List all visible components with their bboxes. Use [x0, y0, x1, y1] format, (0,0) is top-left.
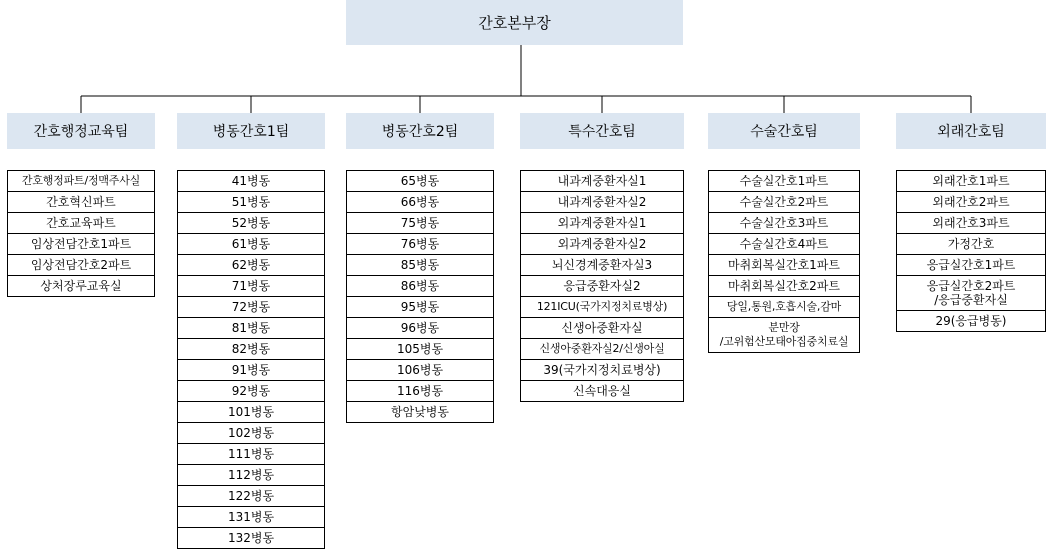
team-ward2-list — [346, 170, 494, 423]
list-item: 52병동 — [177, 213, 325, 234]
list-item: 61병동 — [177, 234, 325, 255]
list-item: 72병동 — [177, 297, 325, 318]
list-item: 신생아중환자실2/신생아실 — [520, 339, 684, 360]
list-item: 상처장루교육실 — [7, 276, 155, 297]
list-item: 62병동 — [177, 255, 325, 276]
list-item: 내과계중환자실2 — [520, 192, 684, 213]
list-item: 29(응급병동) — [896, 311, 1046, 332]
list-item: 101병동 — [177, 402, 325, 423]
list-item: 내과계중환자실1 — [520, 171, 684, 192]
list-item: 105병동 — [346, 339, 494, 360]
list-item: 96병동 — [346, 318, 494, 339]
list-item: 106병동 — [346, 360, 494, 381]
list-item: 95병동 — [346, 297, 494, 318]
team-outpatient-header: 외래간호팀 — [896, 113, 1046, 149]
list-item: 75병동 — [346, 213, 494, 234]
list-item: 분만장 /고위험산모태아집중치료실 — [708, 318, 860, 353]
list-item: 마취회복실간호1파트 — [708, 255, 860, 276]
list-item: 66병동 — [346, 192, 494, 213]
list-item: 수술실간호4파트 — [708, 234, 860, 255]
team-ward1-list — [177, 170, 325, 549]
list-item: 외래간호2파트 — [896, 192, 1046, 213]
list-item: 65병동 — [346, 171, 494, 192]
list-item: 응급중환자실2 — [520, 276, 684, 297]
list-item: 마취회복실간호2파트 — [708, 276, 860, 297]
list-item: 76병동 — [346, 234, 494, 255]
list-item: 외래간호3파트 — [896, 213, 1046, 234]
list-item: 임상전담간호2파트 — [7, 255, 155, 276]
list-item: 51병동 — [177, 192, 325, 213]
list-item: 112병동 — [177, 465, 325, 486]
list-item: 81병동 — [177, 318, 325, 339]
list-item: 신생아중환자실 — [520, 318, 684, 339]
root-node: 간호본부장 — [346, 0, 683, 45]
list-item: 82병동 — [177, 339, 325, 360]
list-item: 86병동 — [346, 276, 494, 297]
list-item: 92병동 — [177, 381, 325, 402]
list-item: 간호혁신파트 — [7, 192, 155, 213]
team-ward1-header: 병동간호1팀 — [177, 113, 325, 149]
list-item: 신속대응실 — [520, 381, 684, 402]
list-item: 간호행정파트/정맥주사실 — [7, 171, 155, 192]
list-item: 수술실간호2파트 — [708, 192, 860, 213]
list-item: 102병동 — [177, 423, 325, 444]
team-surgery-header: 수술간호팀 — [708, 113, 860, 149]
list-item: 응급실간호2파트 /응급중환자실 — [896, 276, 1046, 311]
list-item: 뇌신경계중환자실3 — [520, 255, 684, 276]
list-item: 71병동 — [177, 276, 325, 297]
team-ward2-header: 병동간호2팀 — [346, 113, 494, 149]
list-item: 132병동 — [177, 528, 325, 549]
list-item: 당일,통원,호흡시술,감마 — [708, 297, 860, 318]
list-item: 수술실간호1파트 — [708, 171, 860, 192]
team-admin-list — [7, 170, 155, 297]
list-item: 응급실간호1파트 — [896, 255, 1046, 276]
list-item: 41병동 — [177, 171, 325, 192]
team-outpatient-list — [896, 170, 1046, 332]
list-item: 85병동 — [346, 255, 494, 276]
list-item: 외과계중환자실1 — [520, 213, 684, 234]
team-special-list — [520, 170, 684, 402]
list-item: 116병동 — [346, 381, 494, 402]
list-item: 121ICU(국가지정치료병상) — [520, 297, 684, 318]
list-item: 111병동 — [177, 444, 325, 465]
list-item: 임상전담간호1파트 — [7, 234, 155, 255]
team-surgery-list — [708, 170, 860, 353]
team-admin-header: 간호행정교육팀 — [7, 113, 155, 149]
list-item: 39(국가지정치료병상) — [520, 360, 684, 381]
list-item: 수술실간호3파트 — [708, 213, 860, 234]
list-item: 항암낮병동 — [346, 402, 494, 423]
list-item: 가정간호 — [896, 234, 1046, 255]
list-item: 131병동 — [177, 507, 325, 528]
list-item: 122병동 — [177, 486, 325, 507]
list-item: 외과계중환자실2 — [520, 234, 684, 255]
list-item: 외래간호1파트 — [896, 171, 1046, 192]
list-item: 91병동 — [177, 360, 325, 381]
list-item: 간호교육파트 — [7, 213, 155, 234]
team-special-header: 특수간호팀 — [520, 113, 684, 149]
